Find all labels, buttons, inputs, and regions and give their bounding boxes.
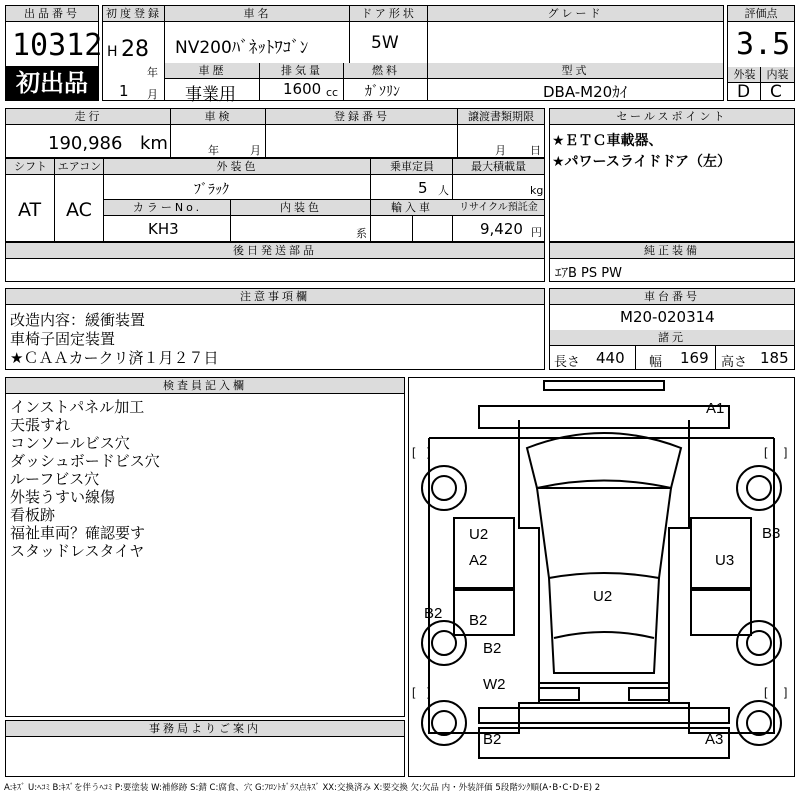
svg-text:[: [: [764, 685, 768, 699]
reg-era: H: [107, 44, 118, 60]
car-name-label: 車名: [165, 6, 350, 22]
recycle-label: リサイクル預託金: [453, 200, 544, 216]
plate-label: 登録番号: [266, 109, 458, 125]
equipment-value: ｴｱB PS PW: [555, 266, 622, 281]
legend: A:ｷｽﾞ U:ﾍｺﾐ B:ｷｽﾞを伴うﾍｺﾐ P:要塗装 W:補修跡 S:錆 C:腐食、穴 G:ﾌﾛﾝﾄｶﾞﾗｽ点ｷｽﾞ XX:交換済み X:要交換 欠:欠品 内・外装評価 5段階ﾗﾝｸ順(A･B･C･D･E) 2: [4, 783, 601, 793]
notes-label: 注意事項欄: [6, 289, 544, 305]
inspector-line: 外装うすい線傷: [10, 488, 116, 506]
lot-number: 10312: [12, 28, 103, 63]
damage-mark: U2: [593, 588, 613, 605]
equipment-label: 純正装備: [550, 243, 794, 259]
inspector-line: ルーフビス穴: [10, 470, 100, 488]
inspector-line: 福祉車両？確認要す: [10, 524, 146, 542]
model-label: 型式: [428, 63, 723, 79]
exterior-label: 外装: [728, 67, 761, 83]
svg-text:[: [: [764, 445, 768, 459]
reg-label: 初度登録: [103, 6, 165, 22]
interior-grade: C: [770, 82, 782, 102]
ac-label: エアコン: [55, 159, 104, 175]
damage-mark: B2: [469, 612, 488, 629]
door-type: 5W: [371, 33, 399, 53]
shift: AT: [18, 199, 42, 221]
sales-points-label: セールスポイント: [550, 109, 794, 125]
spec-grid: [5, 158, 545, 242]
damage-mark: A1: [706, 400, 725, 417]
inspector-line: 看板跡: [10, 506, 56, 524]
damage-mark: W2: [483, 676, 506, 693]
score-box: [727, 5, 795, 101]
svg-text:[: [: [412, 445, 416, 459]
recycle-fee: 9,420: [480, 220, 523, 238]
interior-label: 内装: [761, 67, 794, 83]
reg-month-unit: 月: [147, 88, 158, 101]
color-no-label: カラーNo.: [104, 200, 231, 216]
inspection-month-unit: 月: [250, 144, 261, 157]
svg-text:[: [: [412, 685, 416, 699]
dims-label: 諸元: [550, 330, 794, 346]
notes-box: [5, 288, 545, 370]
equipment-box: [549, 242, 795, 282]
inspector-line: コンソールビス穴: [10, 434, 130, 452]
office-label: 事務局よりご案内: [6, 721, 404, 737]
svg-text:]: ]: [427, 445, 431, 459]
model: DBA-M20ｶｲ: [543, 83, 628, 101]
exterior-color: ﾌﾞﾗｯｸ: [194, 182, 229, 198]
damage-mark: A2: [469, 552, 488, 569]
width: 169: [680, 349, 709, 367]
grade-label: グレード: [428, 6, 723, 22]
note-line-1: 改造内容：緩衝装置: [10, 311, 146, 329]
car-name: NV200ﾊﾞﾈｯﾄﾜｺﾞﾝ: [175, 38, 309, 58]
fuel: ｶﾞｿﾘﾝ: [365, 84, 400, 100]
length: 440: [596, 349, 625, 367]
header-grid: [102, 5, 724, 105]
inspector-line: インストパネル加工: [10, 398, 145, 416]
recycle-unit: 円: [531, 226, 542, 239]
fuel-label: 燃料: [344, 63, 428, 79]
displacement-label: 排気量: [260, 63, 344, 79]
sales-point-1: ★ＥＴＣ車載器、: [552, 133, 663, 149]
damage-mark: U2: [469, 526, 489, 543]
mileage: 190,986: [48, 133, 123, 154]
chassis-label: 車台番号: [550, 289, 794, 305]
history-label: 車歴: [165, 63, 260, 79]
capacity-label: 乗車定員: [371, 159, 453, 175]
note-line-3: ★ＣＡＡカークリ済１月２７日: [10, 349, 219, 367]
inspector-label: 検査員記入欄: [6, 378, 404, 394]
score-label: 評価点: [728, 6, 794, 22]
damage-mark: B2: [483, 731, 502, 748]
inspector-box: [5, 377, 405, 717]
color-no: KH3: [148, 220, 179, 238]
damage-mark: A3: [705, 731, 724, 748]
svg-text:]: ]: [784, 685, 788, 699]
displacement: 1600: [283, 80, 322, 98]
sales-points-box: [549, 108, 795, 242]
capacity: 5: [418, 179, 428, 197]
length-label: 長さ: [554, 355, 581, 370]
first-listing-badge: 初出品: [5, 66, 99, 101]
inspection-label: 車検: [171, 109, 266, 125]
transfer-label: 譲渡書類期限: [458, 109, 544, 125]
import-label: 輸入車: [371, 200, 453, 216]
office-box: [5, 720, 405, 777]
later-parts-label: 後日発送部品: [6, 243, 544, 259]
lot-number-label: 出品番号: [6, 6, 98, 22]
int-color-label: 内装色: [231, 200, 371, 216]
color-label: 外装色: [104, 159, 371, 175]
damage-mark: U3: [715, 552, 735, 569]
later-parts-box: [5, 242, 545, 282]
note-line-2: 車椅子固定装置: [10, 330, 116, 348]
sales-point-2: ★パワースライドドア（左）: [552, 154, 732, 170]
int-color-unit: 系: [356, 227, 367, 240]
height: 185: [760, 349, 789, 367]
damage-mark: B2: [424, 605, 443, 622]
width-label: 幅: [649, 355, 663, 370]
chassis-number: M20-020314: [620, 308, 715, 326]
inspector-line: ダッシュボードビス穴: [10, 452, 160, 470]
displacement-unit: cc: [326, 86, 339, 99]
height-label: 高さ: [721, 355, 748, 370]
chassis-box: [549, 288, 795, 370]
exterior-grade: D: [737, 82, 751, 102]
inspector-line: 天張すれ: [10, 416, 71, 434]
ac: AC: [66, 199, 92, 221]
capacity-unit: 人: [438, 184, 449, 197]
reg-year: 28: [121, 37, 149, 62]
transfer-month-unit: 月: [495, 144, 506, 157]
reg-year-unit: 年: [147, 66, 158, 79]
svg-text:]: ]: [784, 445, 788, 459]
history: 事業用: [185, 85, 236, 105]
car-diagram: [408, 377, 795, 777]
transfer-day-unit: 日: [530, 144, 541, 157]
mileage-label: 走行: [6, 109, 171, 125]
damage-mark: B2: [483, 640, 502, 657]
door-label: ドア形状: [350, 6, 428, 22]
load-label: 最大積載量: [453, 159, 544, 175]
svg-text:]: ]: [427, 685, 431, 699]
mileage-grid: [5, 108, 545, 158]
load-unit: kg: [530, 184, 544, 197]
inspector-line: スタッドレスタイヤ: [10, 542, 145, 560]
shift-label: シフト: [6, 159, 55, 175]
reg-month: 1: [119, 82, 129, 100]
damage-mark: B3: [762, 525, 781, 542]
car-outline: [409, 378, 794, 776]
inspection-year-unit: 年: [208, 144, 219, 157]
mileage-unit: km: [140, 133, 168, 154]
score: 3.5: [736, 27, 791, 62]
